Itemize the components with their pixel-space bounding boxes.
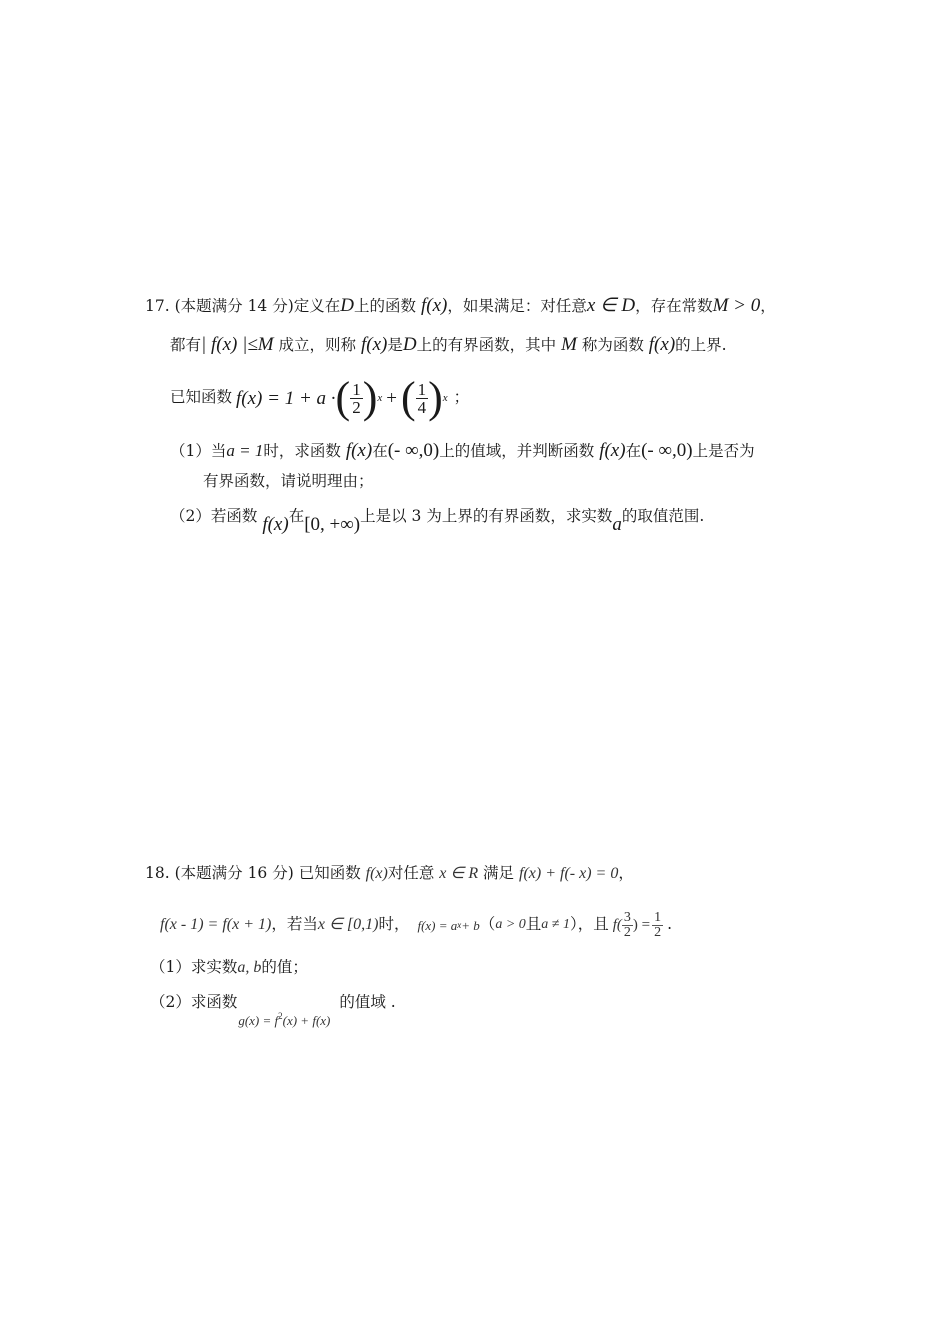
right-paren: ) xyxy=(362,373,378,422)
math-a: a xyxy=(612,514,622,535)
text: 在 xyxy=(372,442,388,460)
q17-line2 xyxy=(170,335,727,354)
math-x-in-R: x ∈ R xyxy=(439,865,479,882)
q17-part2 xyxy=(170,506,705,535)
q17-header: (本题满分 14 分)定义在 xyxy=(174,297,341,315)
frac-numerator: 1 xyxy=(417,379,427,399)
math-x-in-D: x ∈ D xyxy=(586,295,636,316)
frac-numerator: 1 xyxy=(654,909,662,925)
text: ），且 xyxy=(569,915,609,934)
text: ， xyxy=(760,297,776,315)
math-a-ne-1: a ≠ 1 xyxy=(541,917,570,932)
math-fx: f(x) xyxy=(365,865,388,882)
text: 的上界. xyxy=(675,336,727,354)
frac-denominator: 2 xyxy=(352,397,361,417)
math-interval: [0, +∞) xyxy=(304,514,361,535)
text: 的值域 . xyxy=(339,993,396,1011)
text: 成立，则称 xyxy=(278,336,357,354)
fraction-three-halves xyxy=(622,911,633,940)
math-fx: f(x) xyxy=(262,514,289,535)
math-g-rest: (x) + f(x) xyxy=(282,1013,331,1028)
text: 时，求函数 xyxy=(263,442,341,460)
text: 上是否为 xyxy=(692,442,755,460)
math-a-eq-1: a = 1 xyxy=(226,441,264,460)
q18-part2 xyxy=(150,993,396,1028)
math-fx: f(x) xyxy=(648,334,676,355)
g-function xyxy=(238,1011,335,1029)
math-a-b: a, b xyxy=(237,959,262,976)
text: （ xyxy=(479,915,496,934)
text: 上是以 3 为上界的有界函数，求实数 xyxy=(360,507,613,525)
text: ，若当 xyxy=(271,915,318,934)
math-odd-function: f(x) + f(- x) = 0 xyxy=(519,865,619,882)
math-M-gt-0: M > 0 xyxy=(712,295,761,316)
part-label: （2）若函数 xyxy=(170,507,258,525)
text: ，如果满足：对任意 xyxy=(447,297,587,315)
part-label: （1）求实数 xyxy=(150,958,238,976)
text: 有界函数，请说明理由； xyxy=(203,472,374,490)
text: 是 xyxy=(387,336,403,354)
math-periodic: f(x - 1) = f(x + 1) xyxy=(160,916,272,933)
q17-part1 xyxy=(170,441,755,460)
text: . xyxy=(667,915,673,934)
text: 在 xyxy=(288,507,305,525)
text: 的值； xyxy=(261,958,308,976)
text: 在 xyxy=(625,442,642,460)
math-fx: f(x) xyxy=(345,440,373,461)
exponent-2: 2 xyxy=(278,1011,283,1021)
math-fx: f(x) xyxy=(360,334,388,355)
math-function-def: f(x) = 1 + a · xyxy=(236,387,336,409)
math-fx: f(x) xyxy=(420,295,448,316)
text: ； xyxy=(453,388,470,407)
frac-denominator: 2 xyxy=(623,924,631,940)
text: 满足 xyxy=(483,864,515,882)
math-a-gt-0: a > 0 xyxy=(495,917,526,932)
text: 已知函数 xyxy=(170,388,233,407)
text: 上的有界函数，其中 xyxy=(416,336,557,354)
math-interval: (- ∞,0) xyxy=(641,440,693,461)
math-M: M xyxy=(561,334,577,355)
frac-numerator: 3 xyxy=(623,909,631,925)
fraction-one-quarter xyxy=(416,381,429,416)
math-def-b: + b xyxy=(461,917,480,933)
left-paren: ( xyxy=(335,373,351,422)
text: 都有 xyxy=(170,336,202,354)
exponent-x: x xyxy=(377,391,383,404)
text: 的取值范围. xyxy=(621,507,705,525)
frac-denominator: 2 xyxy=(654,924,662,940)
text: 对任意 xyxy=(387,864,435,882)
exponent-x: x xyxy=(442,391,448,404)
frac-numerator: 1 xyxy=(352,379,361,399)
math-D: D xyxy=(402,334,417,355)
exponent-x: x xyxy=(457,919,462,930)
q17-line1 xyxy=(145,296,776,315)
q18-line1 xyxy=(145,866,634,882)
math-interval: (- ∞,0) xyxy=(387,440,440,461)
math-D: D xyxy=(340,295,355,316)
text: ，存在常数 xyxy=(635,297,713,315)
math-def: f(x) = a xyxy=(417,917,458,933)
right-paren: ) xyxy=(428,373,443,422)
math-close-eq: ) = xyxy=(632,916,651,933)
q18-number: 18. xyxy=(145,864,170,882)
q18-part1 xyxy=(150,960,308,976)
q17-line3 xyxy=(170,372,469,424)
text: 时， xyxy=(378,915,410,934)
left-paren: ( xyxy=(400,373,416,422)
part-label: （2）求函数 xyxy=(150,993,238,1011)
plus-sign: + xyxy=(386,387,397,409)
math-f-open: f( xyxy=(612,916,622,933)
q17-number: 17. xyxy=(145,297,170,315)
text: ， xyxy=(618,864,634,882)
math-g-def: g(x) = f xyxy=(238,1013,279,1028)
math-abs-fx-le-M: | f(x) |≤M xyxy=(201,334,274,355)
text: 称为函数 xyxy=(581,336,644,354)
math-x-in-interval: x ∈ [0,1) xyxy=(317,916,379,933)
q18-line2 xyxy=(160,902,672,948)
math-fx: f(x) xyxy=(599,440,626,461)
q18-header: (本题满分 16 分) 已知函数 xyxy=(174,864,361,882)
text: 上的函数 xyxy=(354,297,417,315)
q17-part1-cont xyxy=(203,474,374,490)
text: 上的值域，并判断函数 xyxy=(439,442,595,460)
frac-denominator: 4 xyxy=(417,397,427,417)
fraction-one-half xyxy=(350,381,363,416)
fraction-one-half xyxy=(652,911,663,940)
part-label: （1）当 xyxy=(170,442,227,460)
text: 且 xyxy=(525,915,542,934)
